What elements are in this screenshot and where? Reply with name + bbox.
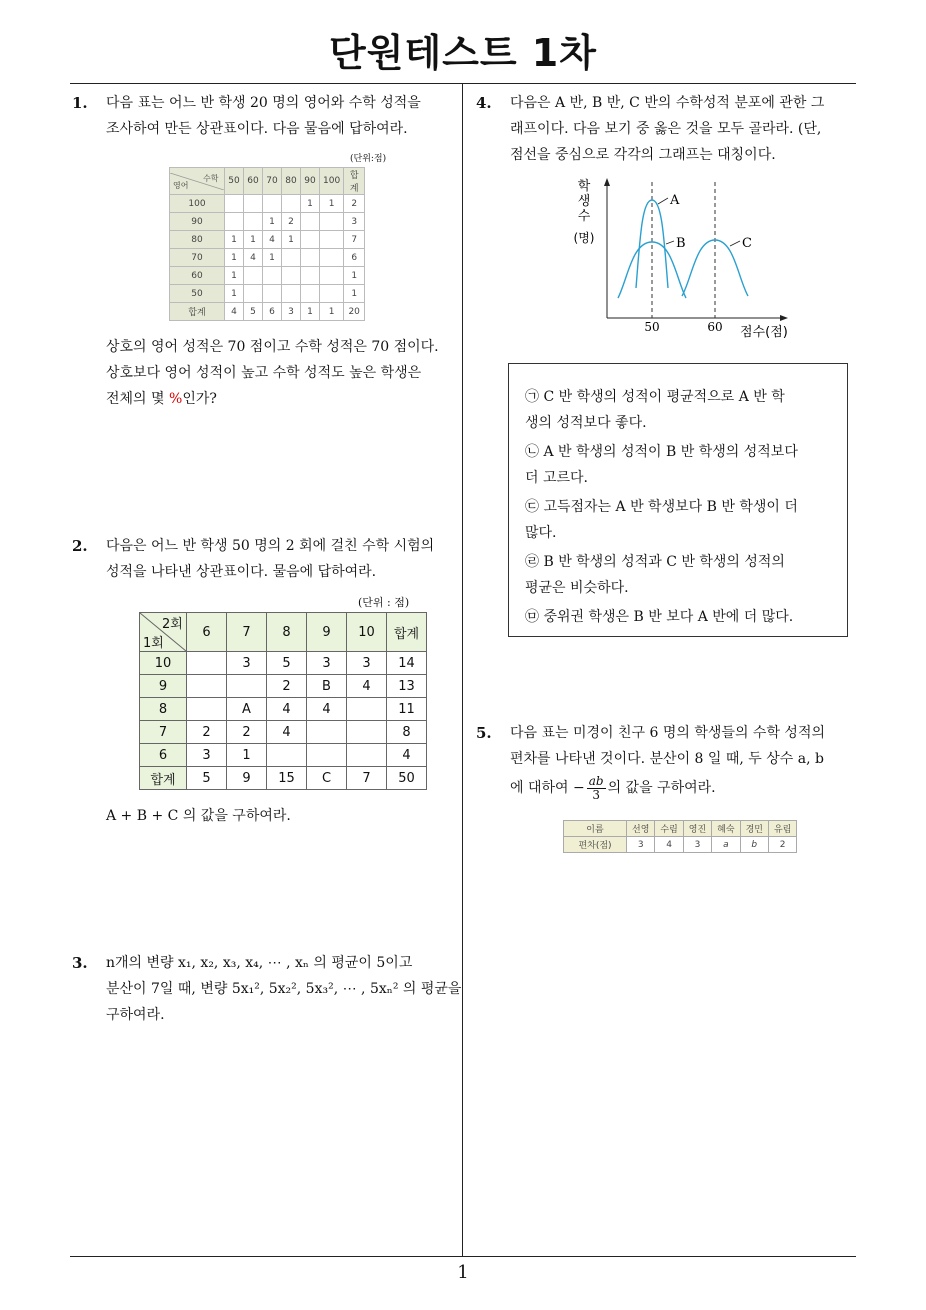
table-row [170, 267, 365, 285]
table-cell: 2 [267, 675, 307, 698]
table-cell [244, 195, 263, 213]
table-cell: 4 [267, 698, 307, 721]
table-cell [187, 675, 227, 698]
table-row [170, 285, 365, 303]
column-divider [462, 84, 463, 1256]
table-row [170, 213, 365, 231]
question-1 [72, 90, 462, 142]
y-axis-arrow-icon [604, 178, 610, 186]
table-row [170, 249, 365, 267]
option-3: ㉢ 고득점자는 A 반 학생보다 B 반 학생이 더 많다. [525, 499, 798, 541]
col-header: 혜숙 [712, 821, 740, 837]
table-cell: 13 [387, 675, 427, 698]
col-header: 80 [282, 168, 301, 195]
corner-top-label: 2회 [162, 617, 183, 632]
table-cell: 1 [225, 231, 244, 249]
table-cell [282, 249, 301, 267]
curve-label-c: C [742, 236, 752, 251]
table-corner-cell [170, 168, 225, 195]
y-axis-label-2: 생 [577, 194, 591, 209]
table-cell: 11 [387, 698, 427, 721]
table-cell [320, 249, 344, 267]
corner-diagonal [140, 613, 186, 651]
table-cell: 1 [301, 303, 320, 321]
label-leader-c [730, 241, 740, 246]
x-axis-label: 점수(점) [740, 325, 788, 340]
table-cell [282, 267, 301, 285]
correlation-table-2 [139, 612, 427, 790]
table-cell [320, 285, 344, 303]
bottom-divider [70, 1256, 856, 1257]
table-cell [301, 249, 320, 267]
row-header: 8 [140, 698, 187, 721]
table-cell: 1 [301, 195, 320, 213]
table-cell [301, 213, 320, 231]
question-line-3 [510, 772, 866, 804]
table-cell: 7 [347, 767, 387, 790]
table-cell: 3 [227, 652, 267, 675]
table-cell: 3 [187, 744, 227, 767]
table-cell: 1 [225, 285, 244, 303]
y-axis-label-3: 수 [577, 209, 591, 224]
table-cell: 2 [768, 837, 796, 853]
table-cell: 2 [344, 195, 365, 213]
col-header: 50 [225, 168, 244, 195]
table-cell [301, 285, 320, 303]
table-cell: 5 [267, 652, 307, 675]
col-header-name: 이름 [564, 821, 627, 837]
table-cell [267, 744, 307, 767]
table-cell: 1 [227, 744, 267, 767]
question-line-1: 다음 표는 미경이 친구 6 명의 학생들의 수학 성적의 [510, 725, 825, 741]
table-cell: 5 [187, 767, 227, 790]
table-cell [244, 285, 263, 303]
row-header: 90 [170, 213, 225, 231]
table-cell [301, 231, 320, 249]
table-cell: 1 [263, 213, 282, 231]
table-unit: (단위:점) [350, 154, 387, 164]
question-line-2: 편차를 나타낸 것이다. 분산이 8 일 때, 두 상수 a, b [510, 751, 824, 767]
question-text: 상호의 영어 성적은 70 점이고 수학 성적은 70 점이다. 상호보다 영어 성적이 높고 수학 성적도 높은 학생은 전체의 몇 [106, 339, 439, 407]
table-cell [307, 721, 347, 744]
table-cell [347, 744, 387, 767]
table-cell [187, 698, 227, 721]
table-cell [301, 267, 320, 285]
row-header: 7 [140, 721, 187, 744]
table-cell: 4 [307, 698, 347, 721]
x-tick-50: 50 [644, 320, 660, 334]
table-cell: 1 [225, 267, 244, 285]
row-header: 9 [140, 675, 187, 698]
row-header: 60 [170, 267, 225, 285]
page-number: 1 [457, 1262, 469, 1283]
table-cell: 50 [387, 767, 427, 790]
table-row [170, 303, 365, 321]
table-row [140, 652, 427, 675]
table-row [170, 195, 365, 213]
table-cell: 3 [307, 652, 347, 675]
table-cell: 20 [344, 303, 365, 321]
correlation-table-1 [169, 167, 365, 321]
table-corner-cell [140, 613, 187, 652]
y-axis-label-1: 학 [577, 179, 591, 194]
question-text: 다음은 A 반, B 반, C 반의 수학성적 분포에 관한 그 래프이다. 다음 보기 중 옳은 것을 모두 골라라. (단, 점선을 중심으로 각각의 그래프는 대칭이다. [510, 95, 825, 163]
col-header: 90 [301, 168, 320, 195]
table-cell [244, 213, 263, 231]
question-number: 2. [72, 537, 88, 555]
options-box [508, 363, 848, 637]
table-cell: 1 [344, 267, 365, 285]
row-header: 6 [140, 744, 187, 767]
question-2 [72, 533, 462, 585]
table-cell [263, 267, 282, 285]
table-cell: 5 [244, 303, 263, 321]
table-cell: 14 [387, 652, 427, 675]
table-row [170, 231, 365, 249]
col-header: 선영 [627, 821, 655, 837]
table-cell: 1 [244, 231, 263, 249]
y-axis-label-4: (명) [573, 231, 595, 245]
option-2: ㉡ A 반 학생의 성적이 B 반 학생의 성적보다 더 고르다. [525, 444, 798, 486]
curve-label-b: B [676, 236, 686, 251]
table-cell: 4 [387, 744, 427, 767]
table-cell: 6 [344, 249, 365, 267]
fraction-numerator: ab [588, 773, 604, 788]
col-header: 70 [263, 168, 282, 195]
corner-top-label: 수학 [203, 173, 219, 183]
percent-symbol: % [169, 391, 183, 407]
table-row [140, 675, 427, 698]
row-header: 편차(점) [564, 837, 627, 853]
table-cell: 2 [227, 721, 267, 744]
table-cell: 15 [267, 767, 307, 790]
col-header: 합계 [344, 168, 365, 195]
col-header: 6 [187, 613, 227, 652]
col-header: 영진 [683, 821, 711, 837]
fraction-ab-over-3 [587, 775, 606, 802]
table-cell [187, 652, 227, 675]
table-cell: 2 [187, 721, 227, 744]
corner-diagonal [170, 173, 224, 190]
table-cell: A [227, 698, 267, 721]
question-line-3-end: 의 값을 구하여라. [607, 780, 716, 796]
table-cell: 3 [683, 837, 711, 853]
table-cell: 1 [282, 231, 301, 249]
question-number: 4. [476, 94, 492, 112]
label-leader-a [658, 198, 668, 204]
table-cell: 4 [263, 231, 282, 249]
col-header: 합계 [387, 613, 427, 652]
table-cell: 1 [225, 249, 244, 267]
col-header: 10 [347, 613, 387, 652]
table-row [140, 744, 427, 767]
table-cell: 1 [320, 195, 344, 213]
table-cell: 8 [387, 721, 427, 744]
col-header: 수림 [655, 821, 683, 837]
table-cell [244, 267, 263, 285]
question-5 [476, 720, 866, 804]
col-header: 유림 [768, 821, 796, 837]
question-number: 1. [72, 94, 88, 112]
option-4: ㉣ B 반 학생의 성적과 C 반 학생의 성적의 평균은 비슷하다. [525, 554, 785, 596]
question-text [510, 720, 866, 804]
row-header: 10 [140, 652, 187, 675]
table-cell [282, 285, 301, 303]
table-cell [320, 231, 344, 249]
question-text-end: 인가? [182, 391, 217, 407]
table-cell: 4 [225, 303, 244, 321]
curve-label-a: A [670, 193, 680, 208]
question-3 [72, 950, 462, 1028]
table-cell [263, 195, 282, 213]
top-divider [70, 83, 856, 84]
col-header: 100 [320, 168, 344, 195]
table-cell: 1 [263, 249, 282, 267]
distribution-graph [566, 178, 806, 343]
row-header: 합계 [170, 303, 225, 321]
table-cell: 9 [227, 767, 267, 790]
x-tick-60: 60 [707, 320, 723, 334]
table-cell [347, 698, 387, 721]
table-cell: 3 [344, 213, 365, 231]
table-cell [320, 267, 344, 285]
table-cell [225, 195, 244, 213]
table-cell: 1 [344, 285, 365, 303]
table-cell [307, 744, 347, 767]
col-header: 7 [227, 613, 267, 652]
deviation-table [563, 820, 797, 853]
row-header: 80 [170, 231, 225, 249]
table-cell [282, 195, 301, 213]
table-cell: 4 [244, 249, 263, 267]
col-header: 9 [307, 613, 347, 652]
table-cell: 3 [627, 837, 655, 853]
table-cell [227, 675, 267, 698]
question-text: 다음은 어느 반 학생 50 명의 2 회에 걸친 수학 시험의 성적을 나타낸 상관표이다. 물음에 답하여라. [106, 538, 435, 580]
table-cell: C [307, 767, 347, 790]
table-cell: 4 [655, 837, 683, 853]
table-cell: 3 [347, 652, 387, 675]
col-header: 8 [267, 613, 307, 652]
table-row [140, 698, 427, 721]
question-text: n개의 변량 x₁, x₂, x₃, x₄, ⋯ , xₙ 의 평균이 5이고 분산이 7일 때, 변량 5x₁², 5x₂², 5x₃², ⋯ , 5xₙ² 의 평균을 구하여라. [106, 955, 462, 1023]
row-header: 100 [170, 195, 225, 213]
table-cell: a [712, 837, 740, 853]
table-row [140, 721, 427, 744]
question-4 [476, 90, 866, 168]
question-line-3-start: 에 대하여 − [510, 780, 585, 796]
question-2-ask: A + B + C 의 값을 구하여라. [106, 808, 291, 824]
table-cell [225, 213, 244, 231]
row-header: 합계 [140, 767, 187, 790]
table-cell [320, 213, 344, 231]
table-cell: 2 [282, 213, 301, 231]
option-1: ㉠ C 반 학생의 성적이 평균적으로 A 반 학 생의 성적보다 좋다. [525, 389, 785, 431]
option-5: ㉤ 중위권 학생은 B 반 보다 A 반에 더 많다. [525, 609, 794, 625]
table-cell: 1 [320, 303, 344, 321]
row-header: 50 [170, 285, 225, 303]
corner-bottom-label: 영어 [173, 180, 189, 190]
corner-bottom-label: 1회 [143, 636, 164, 651]
table-cell [263, 285, 282, 303]
table-cell: 4 [267, 721, 307, 744]
x-axis-arrow-icon [780, 315, 788, 321]
col-header: 경민 [740, 821, 768, 837]
table-cell [347, 721, 387, 744]
page-title: 단원테스트 1차 [329, 31, 597, 75]
question-1-ask [106, 334, 439, 412]
table-unit: (단위 : 점) [358, 596, 410, 609]
fraction-denominator: 3 [592, 787, 600, 802]
table-cell: 7 [344, 231, 365, 249]
table-row [140, 767, 427, 790]
row-header: 70 [170, 249, 225, 267]
question-number: 5. [476, 724, 492, 742]
table-cell: 4 [347, 675, 387, 698]
col-header: 60 [244, 168, 263, 195]
table-cell: 6 [263, 303, 282, 321]
question-number: 3. [72, 954, 88, 972]
table-cell: B [307, 675, 347, 698]
label-leader-b [666, 241, 674, 244]
table-cell: b [740, 837, 768, 853]
question-text: 다음 표는 어느 반 학생 20 명의 영어와 수학 성적을 조사하여 만든 상관표이다. 다음 물음에 답하여라. [106, 95, 421, 137]
table-cell: 3 [282, 303, 301, 321]
